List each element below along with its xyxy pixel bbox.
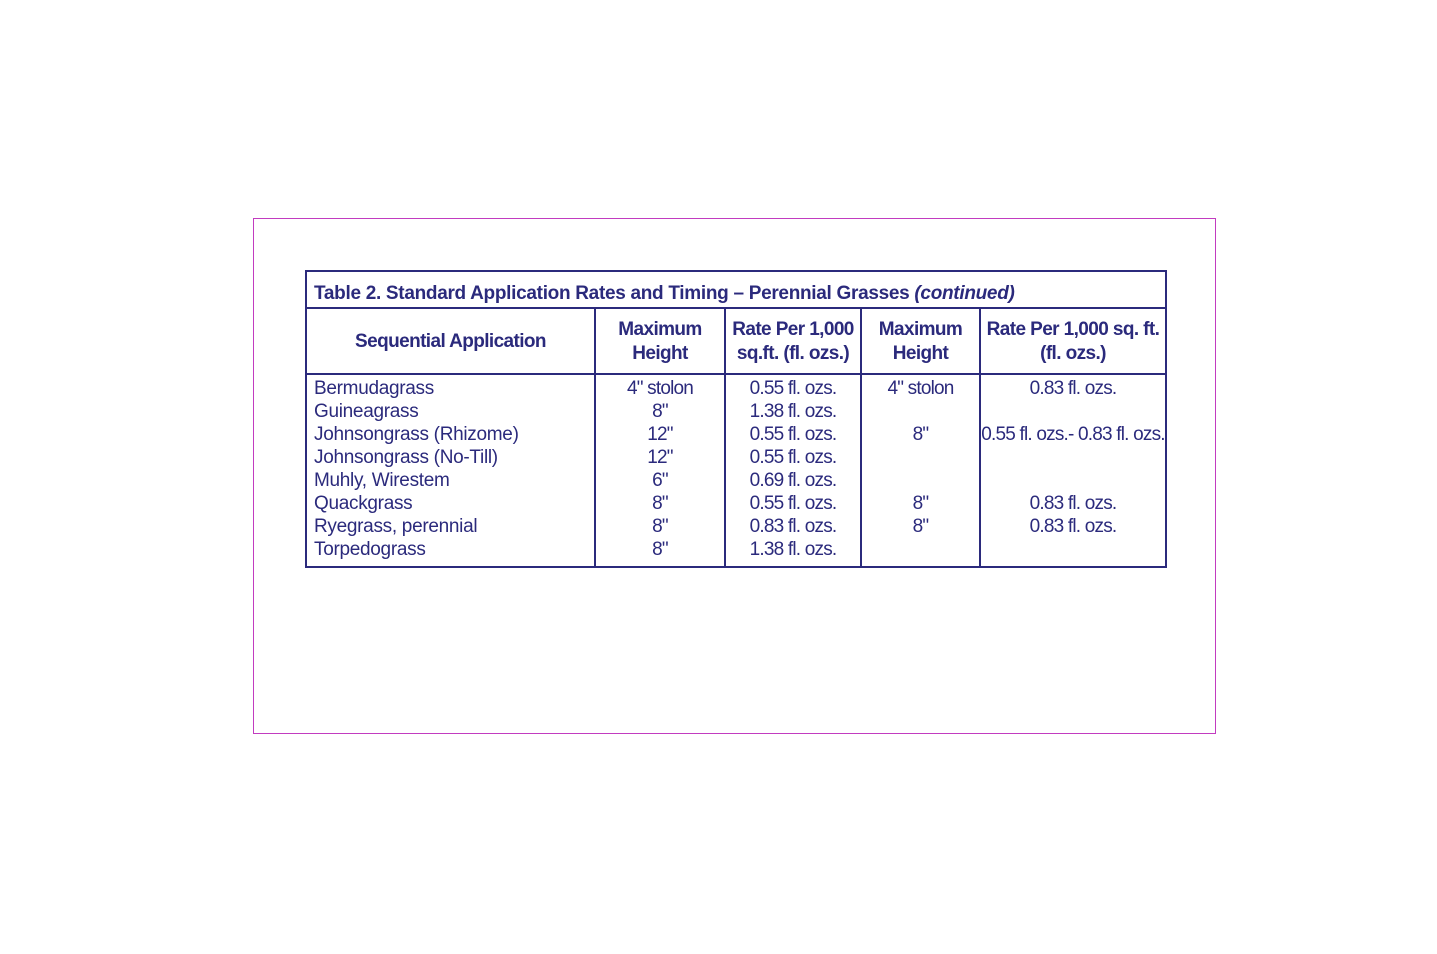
table-cell: 0.55 fl. ozs. <box>749 493 837 514</box>
table-cell: 1.38 fl. ozs. <box>749 539 837 560</box>
table-cell: 0.83 fl. ozs. <box>1029 378 1117 399</box>
max-height-column-2 <box>862 377 979 561</box>
header-rate-per-1000-sqft: Rate Per 1,000 sq. ft. (fl. ozs.) <box>986 319 1160 364</box>
header-maximum-height-2: Maximum Height <box>878 319 963 364</box>
table-cell: Johnsongrass (No-Till) <box>314 447 498 468</box>
table-cell: Muhly, Wirestem <box>314 470 450 491</box>
table-cell <box>981 538 1165 561</box>
table-cell: Guineagrass <box>314 401 419 422</box>
rate-column-2 <box>981 377 1165 561</box>
table-cell: Quackgrass <box>314 493 413 514</box>
table-cell: Ryegrass, perennial <box>314 516 478 537</box>
table-cell: 0.55 fl. ozs. <box>749 378 837 399</box>
table-cell: Johnsongrass (Rhizome) <box>314 424 519 445</box>
table-cell <box>981 446 1165 469</box>
table-cell <box>862 538 979 561</box>
table-cell: 0.55 fl. ozs. <box>749 447 837 468</box>
table-cell: 0.55 fl. ozs.- 0.83 fl. ozs. <box>981 424 1165 445</box>
rate-column-1 <box>726 377 860 561</box>
table-cell: 4" stolon <box>626 378 694 399</box>
table-cell: 8" <box>912 424 929 445</box>
table-cell: 8" <box>912 516 929 537</box>
header-maximum-height: Maximum Height <box>618 319 702 364</box>
table-cell <box>862 469 979 492</box>
table-cell: 0.83 fl. ozs. <box>1029 493 1117 514</box>
max-height-column-1 <box>596 377 724 561</box>
table-cell <box>981 400 1165 423</box>
table-cell <box>862 446 979 469</box>
table-cell <box>981 469 1165 492</box>
table-cell: 0.83 fl. ozs. <box>749 516 837 537</box>
table-caption <box>307 272 1165 309</box>
table-cell: 8" <box>652 401 668 422</box>
table-cell: 8" <box>652 516 668 537</box>
table-cell: 12" <box>647 447 673 468</box>
table-cell: 0.83 fl. ozs. <box>1029 516 1117 537</box>
caption-text: Table 2. Standard Application Rates and Timing – Perennial Grasses <box>314 283 910 304</box>
application-rates-table <box>305 270 1167 568</box>
table-cell: 1.38 fl. ozs. <box>749 401 837 422</box>
table-cell: 8" <box>652 493 668 514</box>
table-cell: 8" <box>652 539 668 560</box>
table-cell: Torpedograss <box>314 539 426 560</box>
table-cell: 0.55 fl. ozs. <box>749 424 837 445</box>
caption-continued: (continued) <box>914 283 1015 304</box>
table-cell: 12" <box>647 424 673 445</box>
table-cell: 0.69 fl. ozs. <box>749 470 837 491</box>
species-column <box>314 377 519 561</box>
header-rate-per-1000: Rate Per 1,000 sq.ft. (fl. ozs.) <box>732 319 854 364</box>
table-cell: 6" <box>652 470 668 491</box>
table-cell: 8" <box>912 493 929 514</box>
table-cell: 4" stolon <box>887 378 954 399</box>
table-cell: Bermudagrass <box>314 378 434 399</box>
header-sequential-application: Sequential Application <box>355 331 546 352</box>
table-cell <box>862 400 979 423</box>
